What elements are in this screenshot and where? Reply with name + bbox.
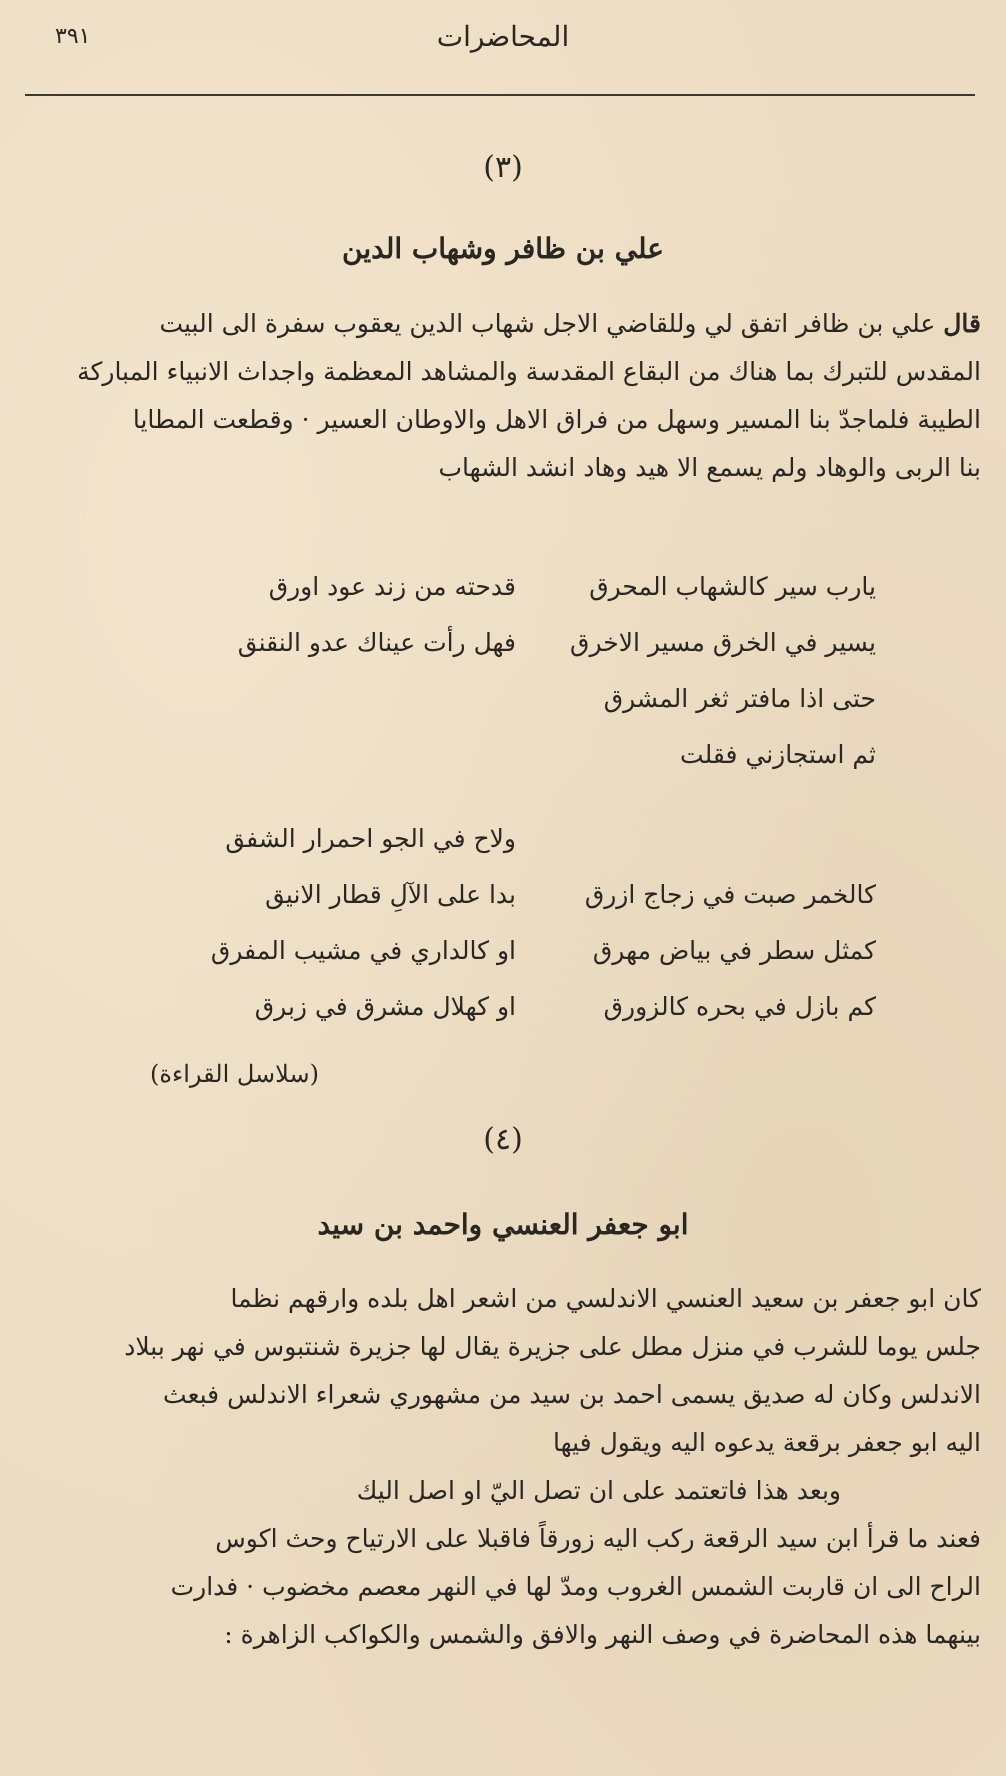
- poem-verses-1: [156, 558, 876, 782]
- verse-row: [156, 866, 876, 922]
- prose-line: اليه ابو جعفر برقعة يدعوه اليه ويقول فيها: [553, 1428, 981, 1457]
- prose-line: الراح الى ان قاربت الشمس الغروب ومدّ لها في النهر معصم مخضوب · فدارت: [170, 1572, 981, 1601]
- transition-line: [156, 726, 876, 782]
- prose-line: بينهما هذه المحاضرة في وصف النهر والافق والشمس والكواكب الزاهرة :: [224, 1620, 981, 1649]
- verse-row: [156, 670, 876, 726]
- letter-line: وبعد هذا فاتعتمد على ان تصل اليّ او اصل اليك: [356, 1476, 841, 1505]
- verse-row: [156, 810, 876, 866]
- hemistich-second: او كالداري في مشيب المفرق: [210, 935, 516, 965]
- prose-line: جلس يوما للشرب في منزل مطل على جزيرة يقال لها جزيرة شنتبوس في نهر ببلاد: [124, 1332, 981, 1361]
- prose-line: قال علي بن ظافر اتفق لي وللقاضي الاجل شهاب الدين يعقوب سفرة الى البيت: [159, 309, 981, 338]
- verse-row: [156, 922, 876, 978]
- hemistich-single: ولاح في الجو احمرار الشفق: [225, 823, 516, 853]
- prose-line: كان ابو جعفر بن سعيد العنسي الاندلسي من اشعر اهل بلده وارقهم نظما: [230, 1284, 981, 1313]
- lead-word: قال: [943, 309, 981, 338]
- prose-line: بنا الربى والوهاد ولم يسمع الا هيد وهاد انشد الشهاب: [438, 453, 981, 482]
- section-title-4: ابو جعفر العنسي واحمد بن سيد: [317, 1208, 689, 1241]
- hemistich-second: او كهلال مشرق في زبرق: [254, 991, 516, 1021]
- hemistich-second: قدحته من زند عود اورق: [268, 571, 516, 601]
- section-title-3: علي بن ظافر وشهاب الدين: [342, 232, 664, 265]
- running-head: [25, 20, 981, 70]
- hemistich-first: كالخمر صبت في زجاج ازرق: [584, 879, 876, 909]
- header-rule: [25, 94, 975, 96]
- prose-line: الاندلس وكان له صديق يسمى احمد بن سيد من مشهوري شعراء الاندلس فبعث: [163, 1380, 981, 1409]
- hemistich-second: فهل رأت عيناك عدو النقنق: [237, 627, 516, 657]
- page-number: ٣٩١: [55, 24, 91, 49]
- hemistich-first: يسير في الخرق مسير الاخرق: [570, 627, 876, 657]
- section-4-prose: [31, 1275, 981, 1659]
- verse-row: [156, 978, 876, 1034]
- hemistich-single: حتى اذا مافتر ثغر المشرق: [603, 683, 876, 713]
- section-number-4: (٤): [483, 1122, 523, 1157]
- section-3-prose: [31, 300, 981, 492]
- prose-line: فعند ما قرأ ابن سيد الرقعة ركب اليه زورقاً فاقبلا على الارتياح وحث اكوس: [215, 1524, 981, 1553]
- section-number-3: (٣): [483, 150, 523, 185]
- hemistich-first: كم بازل في بحره كالزورق: [603, 991, 876, 1021]
- transition-text: ثم استجازني فقلت: [680, 739, 876, 769]
- hemistich-second: بدا على الآلِ قطار الانيق: [265, 879, 516, 909]
- poem-verses-2: [156, 810, 876, 1034]
- prose-line: الطيبة فلماجدّ بنا المسير وسهل من فراق الاهل والاوطان العسير · وقطعت المطايا: [132, 405, 981, 434]
- hemistich-first: كمثل سطر في بياض مهرق: [592, 935, 876, 965]
- verse-row: [156, 558, 876, 614]
- source-citation: (سلاسل القراءة): [150, 1060, 319, 1088]
- prose-line: المقدس للتبرك بما هناك من البقاع المقدسة والمشاهد المعظمة واجداث الانبياء المباركة: [77, 357, 981, 386]
- hemistich-first: يارب سير كالشهاب المحرق: [589, 571, 876, 601]
- running-title: المحاضرات: [436, 20, 570, 53]
- verse-row: [156, 614, 876, 670]
